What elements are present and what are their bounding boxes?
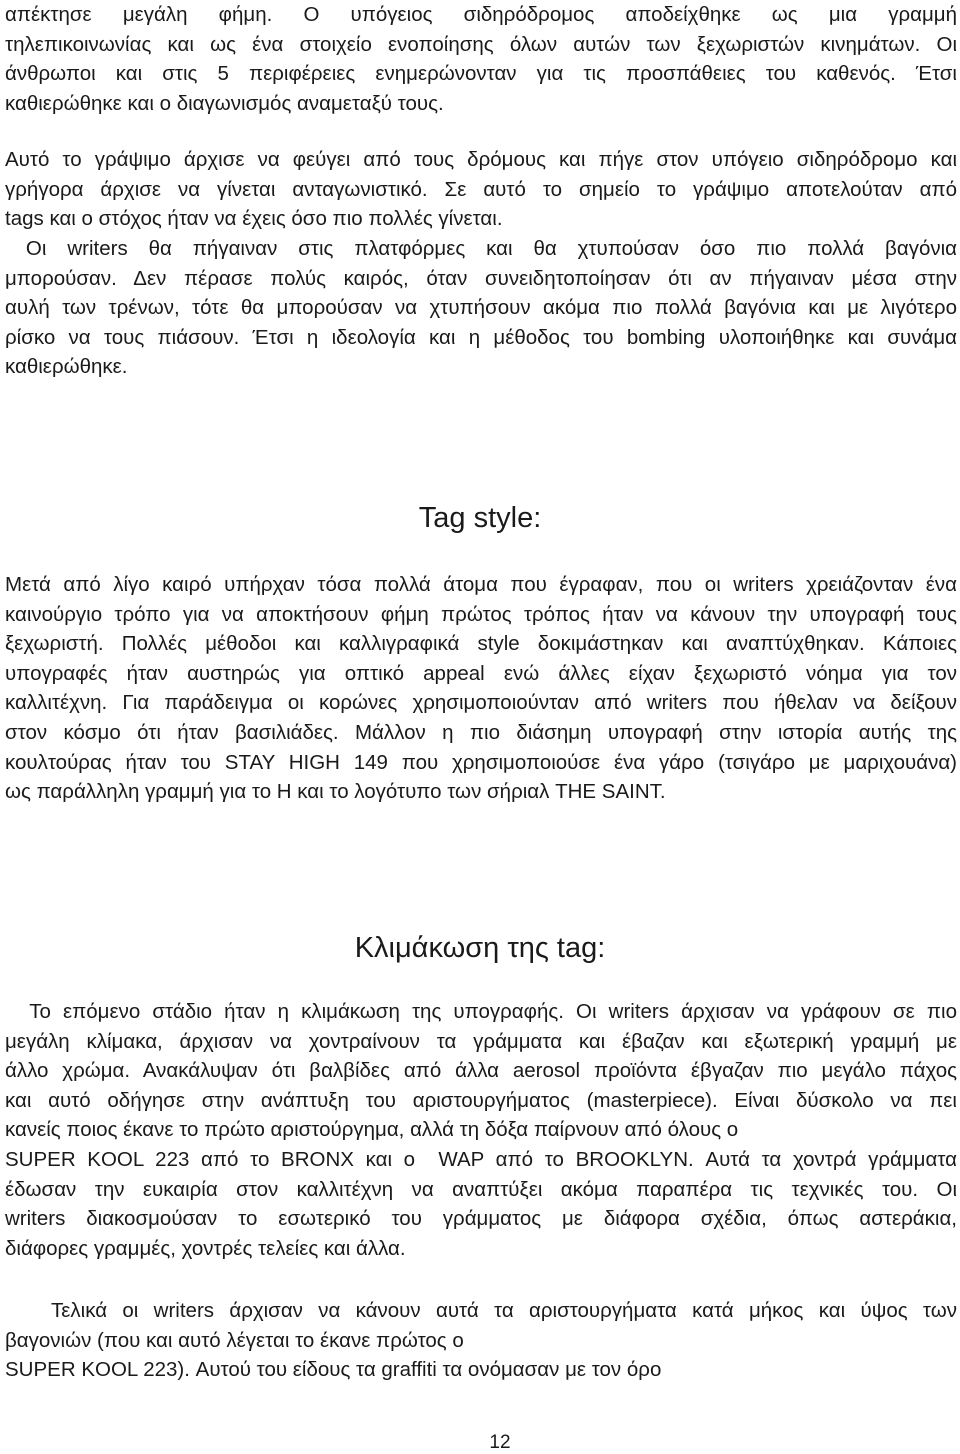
text-line: μεγάλη κλίμακα, άρχισαν να χοντραίνουν τα γράμματα και έβαζαν και εξωτερική γραμμή με [5, 1029, 957, 1053]
text-line: άλλο χρώμα. Ανακάλυψαν ότι βαλβίδες από άλλα aerosol προϊόντα έβγαζαν πιο μεγάλο πάχος [5, 1059, 957, 1083]
paragraph-5 [5, 997, 957, 1263]
text-line: SUPER KOOL 223). Αυτού του είδους τα graffiti τα ονόμασαν με τον όρο [5, 1358, 662, 1382]
text-line: κουλτούρας ήταν του STAY HIGH 149 που χρησιμοποιούσε ένα γάρο (τσιγάρο με μαριχουάνα) [5, 750, 957, 774]
text-line: ρίσκο να τους πιάσουν. Έτσι η ιδεολογία και η μέθοδος του bombing υλοποιήθηκε και συνάμα [5, 325, 957, 349]
text-line: καθιερώθηκε και ο διαγωνισμός αναμεταξύ τους. [5, 91, 444, 115]
text-line: και αυτό οδήγησε στην ανάπτυξη του αριστουργήματος (masterpiece). Είναι δύσκολο να πει [5, 1088, 957, 1112]
text-line: άνθρωποι και στις 5 περιφέρειες ενημερώνονταν για τις προσπάθειες του καθενός. Έτσι [5, 62, 957, 86]
text-line: Το επόμενο στάδιο ήταν η κλιμάκωση της υπογραφής. Οι writers άρχισαν να γράφουν σε πιο [5, 1000, 957, 1023]
text-line: διάφορες γραμμές, χοντρές τελείες και άλλα. [5, 1236, 406, 1260]
paragraph-2 [5, 145, 957, 234]
section-heading-tag-scaling: Κλιμάκωση της tag: [354, 932, 606, 964]
paragraph-1 [5, 0, 957, 118]
page-number: 12 [489, 1432, 511, 1453]
text-line: κανείς ποιος έκανε το πρώτο αριστούργημα, αλλά τη δόξα παίρνουν από όλους ο [5, 1118, 739, 1142]
text-line: Μετά από λίγο καιρό υπήρχαν τόσα πολλά άτομα που έγραφαν, που οι writers χρειάζονταν ένα [5, 573, 957, 596]
text-line: βαγονιών (που και αυτό λέγεται το έκανε πρώτος ο [5, 1328, 464, 1352]
paragraph-6 [5, 1296, 957, 1385]
text-line: γρήγορα άρχισε να γίνεται ανταγωνιστικό. Σε αυτό το σημείο το γράψιμο αποτελούταν από [5, 177, 957, 201]
text-line: καθιερώθηκε. [5, 355, 128, 379]
paragraph-3 [5, 234, 957, 382]
text-line: υπογραφές ήταν αυστηρώς για οπτικό appeal ενώ άλλες είχαν ξεχωριστό νόημα για τον [5, 661, 957, 685]
text-line: καινούργιο τρόπο για να αποκτήσουν φήμη πρώτος τρόπος ήταν να κάνουν την υπογραφή τους [5, 602, 957, 626]
section-heading-tag-style: Tag style: [418, 502, 542, 534]
text-line: writers διακοσμούσαν το εσωτερικό του γράμματος με διάφορα σχέδια, όπως αστεράκια, [5, 1207, 957, 1231]
text-line: καλλιτέχνη. Για παράδειγμα οι κορώνες χρησιμοποιούνταν από writers που ήθελαν να δείξουν [5, 691, 957, 715]
text-line: ξεχωριστή. Πολλές μέθοδοι και καλλιγραφικά style δοκιμάστηκαν και αναπτύχθηκαν. Κάποιες [5, 632, 957, 656]
text-line: έδωσαν την ευκαιρία στον καλλιτέχνη να αναπτύξει ακόμα παραπέρα τις τεχνικές του. Οι [5, 1177, 957, 1201]
text-line: απέκτησε μεγάλη φήμη. Ο υπόγειος σιδηρόδρομος αποδείχθηκε ως μια γραμμή [5, 3, 957, 26]
text-line: tags και ο στόχος ήταν να έχεις όσο πιο πολλές γίνεται. [5, 207, 503, 231]
text-line: SUPER KOOL 223 από το BRONX και ο WAP από το BROOKLYN. Αυτά τα χοντρά γράμματα [5, 1147, 957, 1171]
text-line: Οι writers θα πήγαιναν στις πλατφόρμες και θα χτυπούσαν όσο πιο πολλά βαγόνια [5, 237, 957, 260]
text-line: Τελικά οι writers άρχισαν να κάνουν αυτά τα αριστουργήματα κατά μήκος και ύψος των [5, 1299, 957, 1322]
text-line: μπορούσαν. Δεν πέρασε πολύς καιρός, όταν συνειδητοποίησαν ότι αν πήγαιναν μέσα στην [5, 266, 957, 290]
text-line: αυλή των τρένων, τότε θα μπορούσαν να χτυπήσουν ακόμα πιο πολλά βαγόνια και με λιγότερο [5, 296, 957, 320]
text-line: Αυτό το γράψιμο άρχισε να φεύγει από τους δρόμους και πήγε στον υπόγειο σιδηρόδρομο και [5, 148, 957, 171]
text-line: στον κόσμο ότι ήταν βασιλιάδες. Μάλλον η πιο διάσημη υπογραφή στην ιστορία αυτής της [5, 720, 957, 744]
text-line: τηλεπικοινωνίας και ως ένα στοιχείο ενοποίησης όλων αυτών των ξεχωριστών κινημάτων. Οι [5, 32, 957, 56]
paragraph-4 [5, 570, 957, 807]
text-line: ως παράλληλη γραμμή για το Η και το λογότυπο των σήριαλ THE SAINT. [5, 780, 666, 804]
